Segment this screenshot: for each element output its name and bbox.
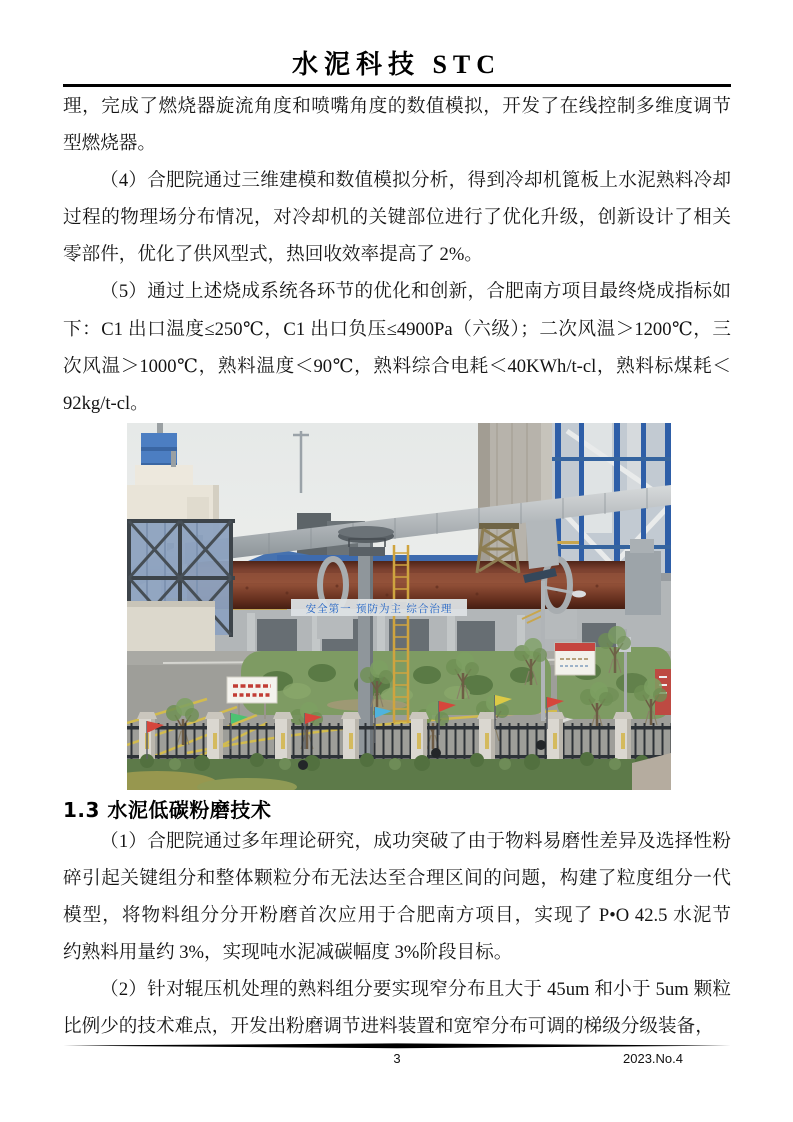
body-text-top xyxy=(63,88,731,422)
body-text-line: 过程的物理场分布情况，对冷却机的关键部位进行了优化升级，创新设计了相关 xyxy=(63,207,731,229)
body-text-line: 比例少的技术难点，开发出粉磨调节进料装置和宽窄分布可调的梯级分级装备， xyxy=(63,1016,714,1038)
body-text-line: 模型，将物料组分分开粉磨首次应用于合肥南方项目，实现了 P•O 42.5 水泥节 xyxy=(63,905,731,927)
body-text-line: （1）合肥院通过多年理论研究，成功突破了由于物料易磨性差异及选择性粉 xyxy=(100,831,731,852)
body-text-line: 型燃烧器。 xyxy=(63,133,156,155)
body-text-line: 碎引起关键组分和整体颗粒分布无法达至合理区间的问题，构建了粒度组分一代 xyxy=(63,868,731,890)
safety-banner xyxy=(291,599,467,616)
header-rule xyxy=(63,84,731,87)
body-text-line: 理，完成了燃烧器旋流角度和喷嘴角度的数值模拟，开发了在线控制多维度调节 xyxy=(63,96,731,117)
body-text-line: （5）通过上述烧成系统各环节的优化和创新，合肥南方项目最终烧成指标如 xyxy=(100,281,731,303)
body-text-line: （2）针对辊压机处理的熟料组分要实现窄分布且大于 45um 和小于 5um 颗粒 xyxy=(100,979,731,1001)
plant-photo xyxy=(127,423,671,790)
section-heading: 1.3 水泥低碳粉磨技术 xyxy=(63,798,272,822)
plant-photo-drawing xyxy=(127,423,671,790)
body-text-bottom xyxy=(63,823,731,1046)
body-text-line: 92kg/t-cl。 xyxy=(63,392,149,414)
page-footer xyxy=(63,1051,731,1071)
footer-rule xyxy=(63,1043,731,1049)
body-text-line: （4）合肥院通过三维建模和数值模拟分析，得到冷却机篦板上水泥熟料冷却 xyxy=(100,170,731,192)
issue-label: 2023.No.4 xyxy=(623,1051,683,1066)
body-text-line: 次风温＞1000℃，熟料温度＜90℃，熟料综合电耗＜40KWh/t-cl，熟料标煤耗＜ xyxy=(63,355,731,377)
body-text-line: 下：C1 出口温度≤250℃，C1 出口负压≤4900Pa（六级）；二次风温＞1200℃，三 xyxy=(63,318,731,340)
page-number: 3 xyxy=(393,1051,401,1066)
body-text-line: 约熟料用量约 3%，实现吨水泥减碳幅度 3%阶段目标。 xyxy=(63,942,513,964)
safety-banner-text: 安全第一 预防为主 综合治理 xyxy=(305,603,453,615)
body-text-line: 零部件，优化了供风型式，热回收效率提高了 2%。 xyxy=(63,244,483,266)
lawn-sign xyxy=(227,677,277,703)
journal-title: 水泥科技 STC xyxy=(291,50,502,79)
